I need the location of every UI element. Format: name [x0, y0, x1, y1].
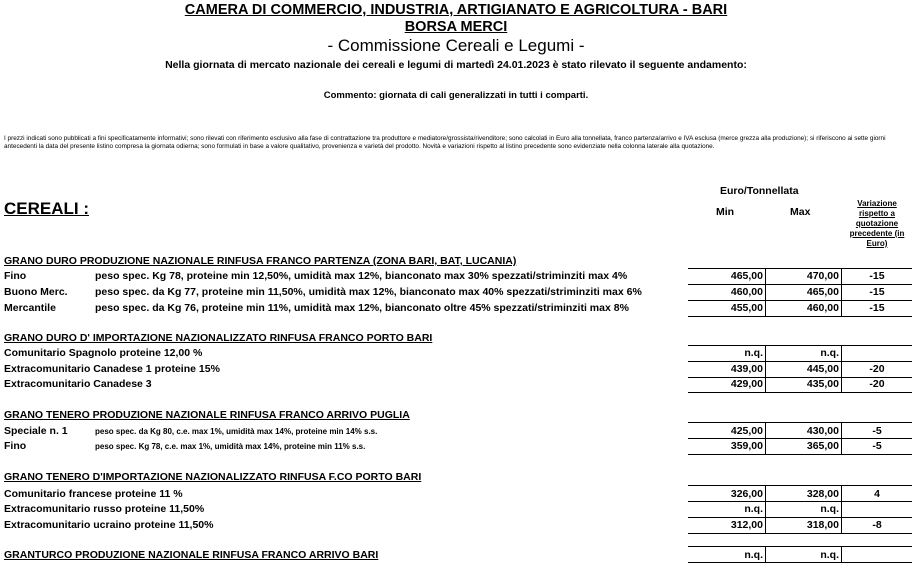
- section-title: GRANO DURO PRODUZIONE NAZIONALE RINFUSA FRANCO PARTENZA (ZONA BARI, BAT, LUCANIA): [4, 255, 517, 267]
- divider: [688, 454, 912, 455]
- row-label: Mercantile: [4, 302, 56, 314]
- column-separator: [841, 345, 842, 392]
- price-max: 435,00: [806, 378, 839, 390]
- price-max: n.q.: [820, 549, 839, 561]
- price-variation: -5: [872, 440, 882, 452]
- row-label: Buono Merc.: [4, 286, 68, 298]
- divider: [688, 392, 912, 393]
- column-separator: [841, 268, 842, 316]
- row-label: Fino: [4, 440, 27, 452]
- divider: [688, 345, 912, 346]
- price-max: 465,00: [806, 286, 839, 298]
- row-label: Extracomunitario Canadese 3: [4, 378, 152, 390]
- max-header: Max: [790, 206, 811, 218]
- column-separator: [841, 546, 842, 562]
- price-max: 365,00: [806, 440, 839, 452]
- price-max: 460,00: [806, 302, 839, 314]
- column-separator: [765, 345, 766, 392]
- price-variation: -20: [869, 363, 885, 375]
- min-header: Min: [716, 206, 735, 218]
- market-comment: Commento: giornata di cali generalizzati in tutti i comparti.: [323, 90, 589, 101]
- divider: [688, 316, 912, 317]
- exchange-title: BORSA MERCI: [404, 19, 508, 35]
- section-title: GRANO TENERO PRODUZIONE NAZIONALE RINFUSA FRANCO ARRIVO PUGLIA: [4, 409, 410, 421]
- disclaimer: I prezzi indicati sono pubblicati a fini specificatamente informativi; sono rilevati con riferimento esclusivo alla fase di contrattazione tra produttore e mediatore/grossista/rivenditore; sono calcolati in Euro alla tonnellata, franco partenza/arrivo e IVA esclusa (merce grezza alla produzione); si riferiscono ai sette giorni antecedenti la data del presente listino compresa la giornata odierna; sono formulati in base a valore qualitativo, provenienza e varietà del prodotto. Novità e variazioni rispetto al listino precedente sono evidenziate nella colonna laterale alla quotazione.: [4, 135, 886, 150]
- divider: [688, 300, 912, 301]
- divider: [688, 562, 912, 563]
- chamber-title: CAMERA DI COMMERCIO, INDUSTRIA, ARTIGIANATO E AGRICOLTURA - BARI: [184, 2, 728, 18]
- row-label: Extracomunitario ucraino proteine 11,50%: [4, 519, 214, 531]
- price-variation: -15: [869, 270, 885, 282]
- commission-title: - Commissione Cereali e Legumi -: [327, 36, 585, 55]
- price-min: 465,00: [730, 270, 763, 282]
- price-variation: -15: [869, 286, 885, 298]
- price-min: 425,00: [730, 425, 763, 437]
- variation-header: Variazione rispetto a quotazione precedente (in Euro): [849, 199, 905, 248]
- currency-header: Euro/Tonnellata: [720, 185, 799, 197]
- row-description: peso spec. da Kg 80, c.e. max 1%, umidità max 14%, proteine min 14% s.s.: [95, 427, 378, 436]
- price-min: 326,00: [730, 488, 763, 500]
- price-variation: 4: [874, 488, 880, 500]
- column-separator: [765, 268, 766, 316]
- row-description: peso spec. da Kg 76, proteine min 11%, umidità max 12%, bianconato oltre 45% spezzati/striminziti max 8%: [95, 302, 629, 314]
- divider: [688, 284, 912, 285]
- row-description: peso spec. Kg 78, c.e. max 1%, umidità max 14%, proteine min 11% s.s.: [95, 442, 366, 451]
- price-max: 470,00: [806, 270, 839, 282]
- price-min: n.q.: [744, 503, 763, 515]
- price-min: 359,00: [730, 440, 763, 452]
- price-max: n.q.: [820, 503, 839, 515]
- divider: [688, 501, 912, 502]
- row-label: Speciale n. 1: [4, 425, 68, 437]
- price-min: 312,00: [730, 519, 763, 531]
- row-description: peso spec. da Kg 77, proteine min 11,50%, umidità max 12%, bianconato max 40% spezzati/striminziti max 6%: [95, 286, 642, 298]
- divider: [688, 361, 912, 362]
- price-variation: -8: [872, 519, 882, 531]
- price-min: 460,00: [730, 286, 763, 298]
- column-separator: [841, 485, 842, 533]
- divider: [688, 533, 912, 534]
- row-label: Extracomunitario Canadese 1 proteine 15%: [4, 363, 220, 375]
- price-variation: -5: [872, 425, 882, 437]
- section-title: GRANO TENERO D'IMPORTAZIONE NAZIONALIZZATO RINFUSA F.CO PORTO BARI: [4, 471, 422, 483]
- row-label: Fino: [4, 270, 27, 282]
- column-separator: [765, 422, 766, 454]
- price-variation: -20: [869, 378, 885, 390]
- price-variation: -15: [869, 302, 885, 314]
- column-separator: [765, 485, 766, 533]
- price-max: 430,00: [806, 425, 839, 437]
- row-label: Comunitario Spagnolo proteine 12,00 %: [4, 347, 203, 359]
- divider: [688, 517, 912, 518]
- column-separator: [841, 422, 842, 454]
- divider: [688, 268, 912, 269]
- market-intro: Nella giornata di mercato nazionale dei cereali e legumi di martedì 24.01.2023 è stato rilevato il seguente andamento:: [165, 59, 747, 71]
- section-title: GRANO DURO D' IMPORTAZIONE NAZIONALIZZATO RINFUSA FRANCO PORTO BARI: [4, 332, 433, 344]
- price-min: n.q.: [744, 549, 763, 561]
- divider: [688, 546, 912, 547]
- price-min: 439,00: [730, 363, 763, 375]
- column-separator: [765, 546, 766, 562]
- price-min: 455,00: [730, 302, 763, 314]
- price-max: 318,00: [806, 519, 839, 531]
- section-title: GRANTURCO PRODUZIONE NAZIONALE RINFUSA FRANCO ARRIVO BARI: [4, 549, 379, 561]
- row-description: peso spec. Kg 78, proteine min 12,50%, umidità max 12%, bianconato max 30% spezzati/striminziti max 4%: [95, 270, 628, 282]
- row-label: Comunitario francese proteine 11 %: [4, 488, 183, 500]
- divider: [688, 422, 912, 423]
- divider: [688, 485, 912, 486]
- row-label: Extracomunitario russo proteine 11,50%: [4, 503, 205, 515]
- price-min: n.q.: [744, 347, 763, 359]
- section-heading-cereali: CEREALI :: [4, 199, 89, 218]
- price-max: 328,00: [806, 488, 839, 500]
- price-max: n.q.: [820, 347, 839, 359]
- divider: [688, 438, 912, 439]
- price-min: 429,00: [730, 378, 763, 390]
- price-max: 445,00: [806, 363, 839, 375]
